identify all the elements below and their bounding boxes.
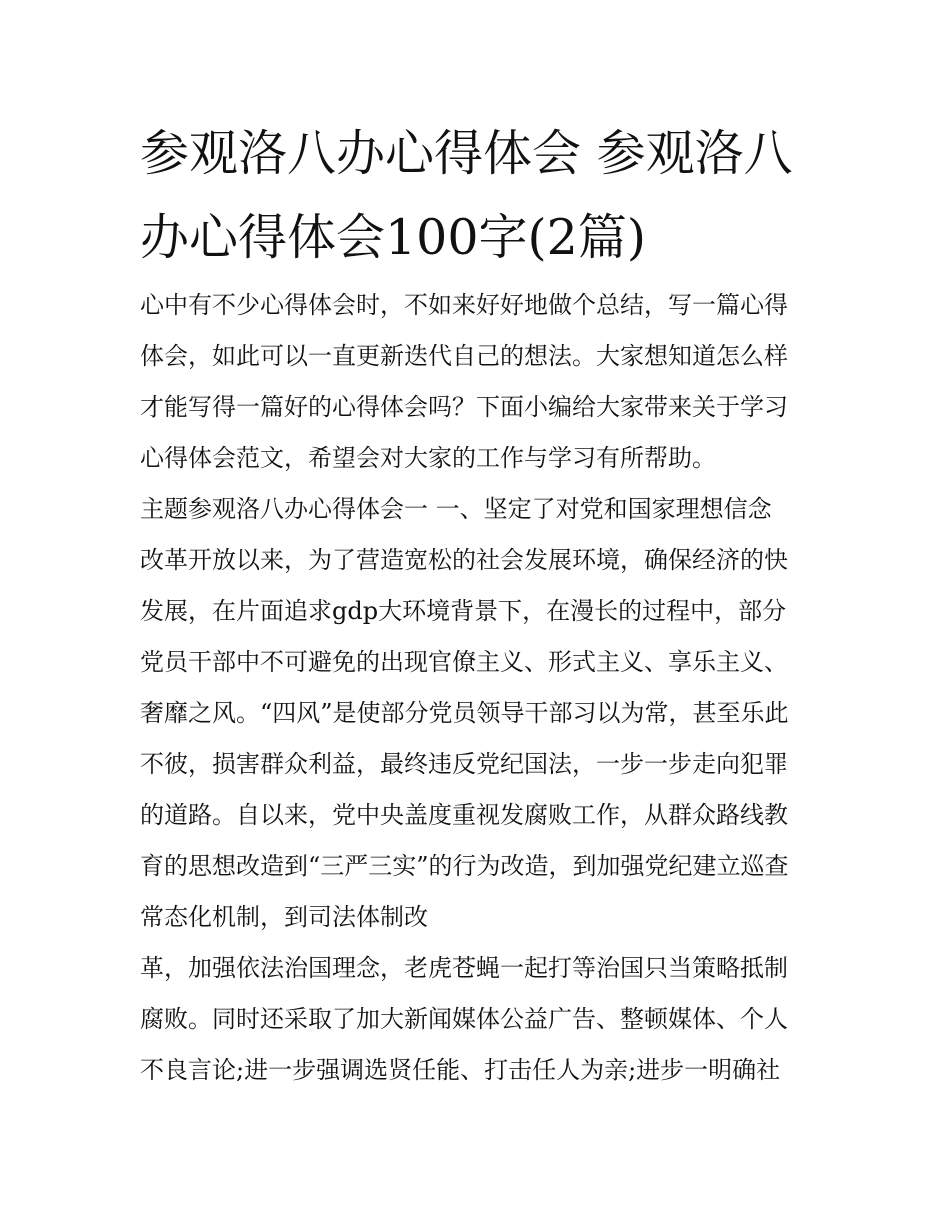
document-body [140, 280, 820, 1096]
body-line: 主题参观洛八办心得体会一 一、坚定了对党和国家理想信念 [140, 495, 772, 523]
body-line: 革，加强依法治国理念，老虎苍蝇一起打等治国只当策略抵制 [140, 954, 788, 982]
body-line: 不良言论;进一步强调选贤任能、打击任人为亲;进步一明确社 [140, 1056, 781, 1084]
body-line: 育的思想改造到“三严三实”的行为改造，到加强党纪建立巡查 [140, 852, 789, 880]
body-line: 的道路。自以来，党中央盖度重视发腐败工作，从群众路线教 [140, 801, 788, 829]
body-line: 改革开放以来，为了营造宽松的社会发展环境，确保经济的快 [140, 546, 788, 574]
body-line: 不彼，损害群众利益，最终违反党纪国法，一步一步走向犯罪 [140, 750, 788, 778]
document-title: 参观洛八办心得体会 参观洛八办心得体会100字(2篇) [140, 125, 793, 266]
body-line: 奢靡之风。“四风”是使部分党员领导干部习以为常，甚至乐此 [140, 699, 789, 727]
body-line: 才能写得一篇好的心得体会吗？下面小编给大家带来关于学习 [140, 393, 788, 421]
body-line: 心得体会范文，希望会对大家的工作与学习有所帮助。 [140, 444, 716, 472]
body-line: 腐败。同时还采取了加大新闻媒体公益广告、整顿媒体、个人 [140, 1005, 788, 1033]
body-line: 常态化机制，到司法体制改 [140, 903, 428, 931]
body-line: 心中有不少心得体会时，不如来好好地做个总结，写一篇心得 [140, 291, 788, 319]
body-line: 体会，如此可以一直更新迭代自己的想法。大家想知道怎么样 [140, 342, 788, 370]
body-line: 党员干部中不可避免的出现官僚主义、形式主义、享乐主义、 [140, 648, 788, 676]
body-line: 发展，在片面追求gdp大环境背景下，在漫长的过程中，部分 [140, 597, 787, 625]
